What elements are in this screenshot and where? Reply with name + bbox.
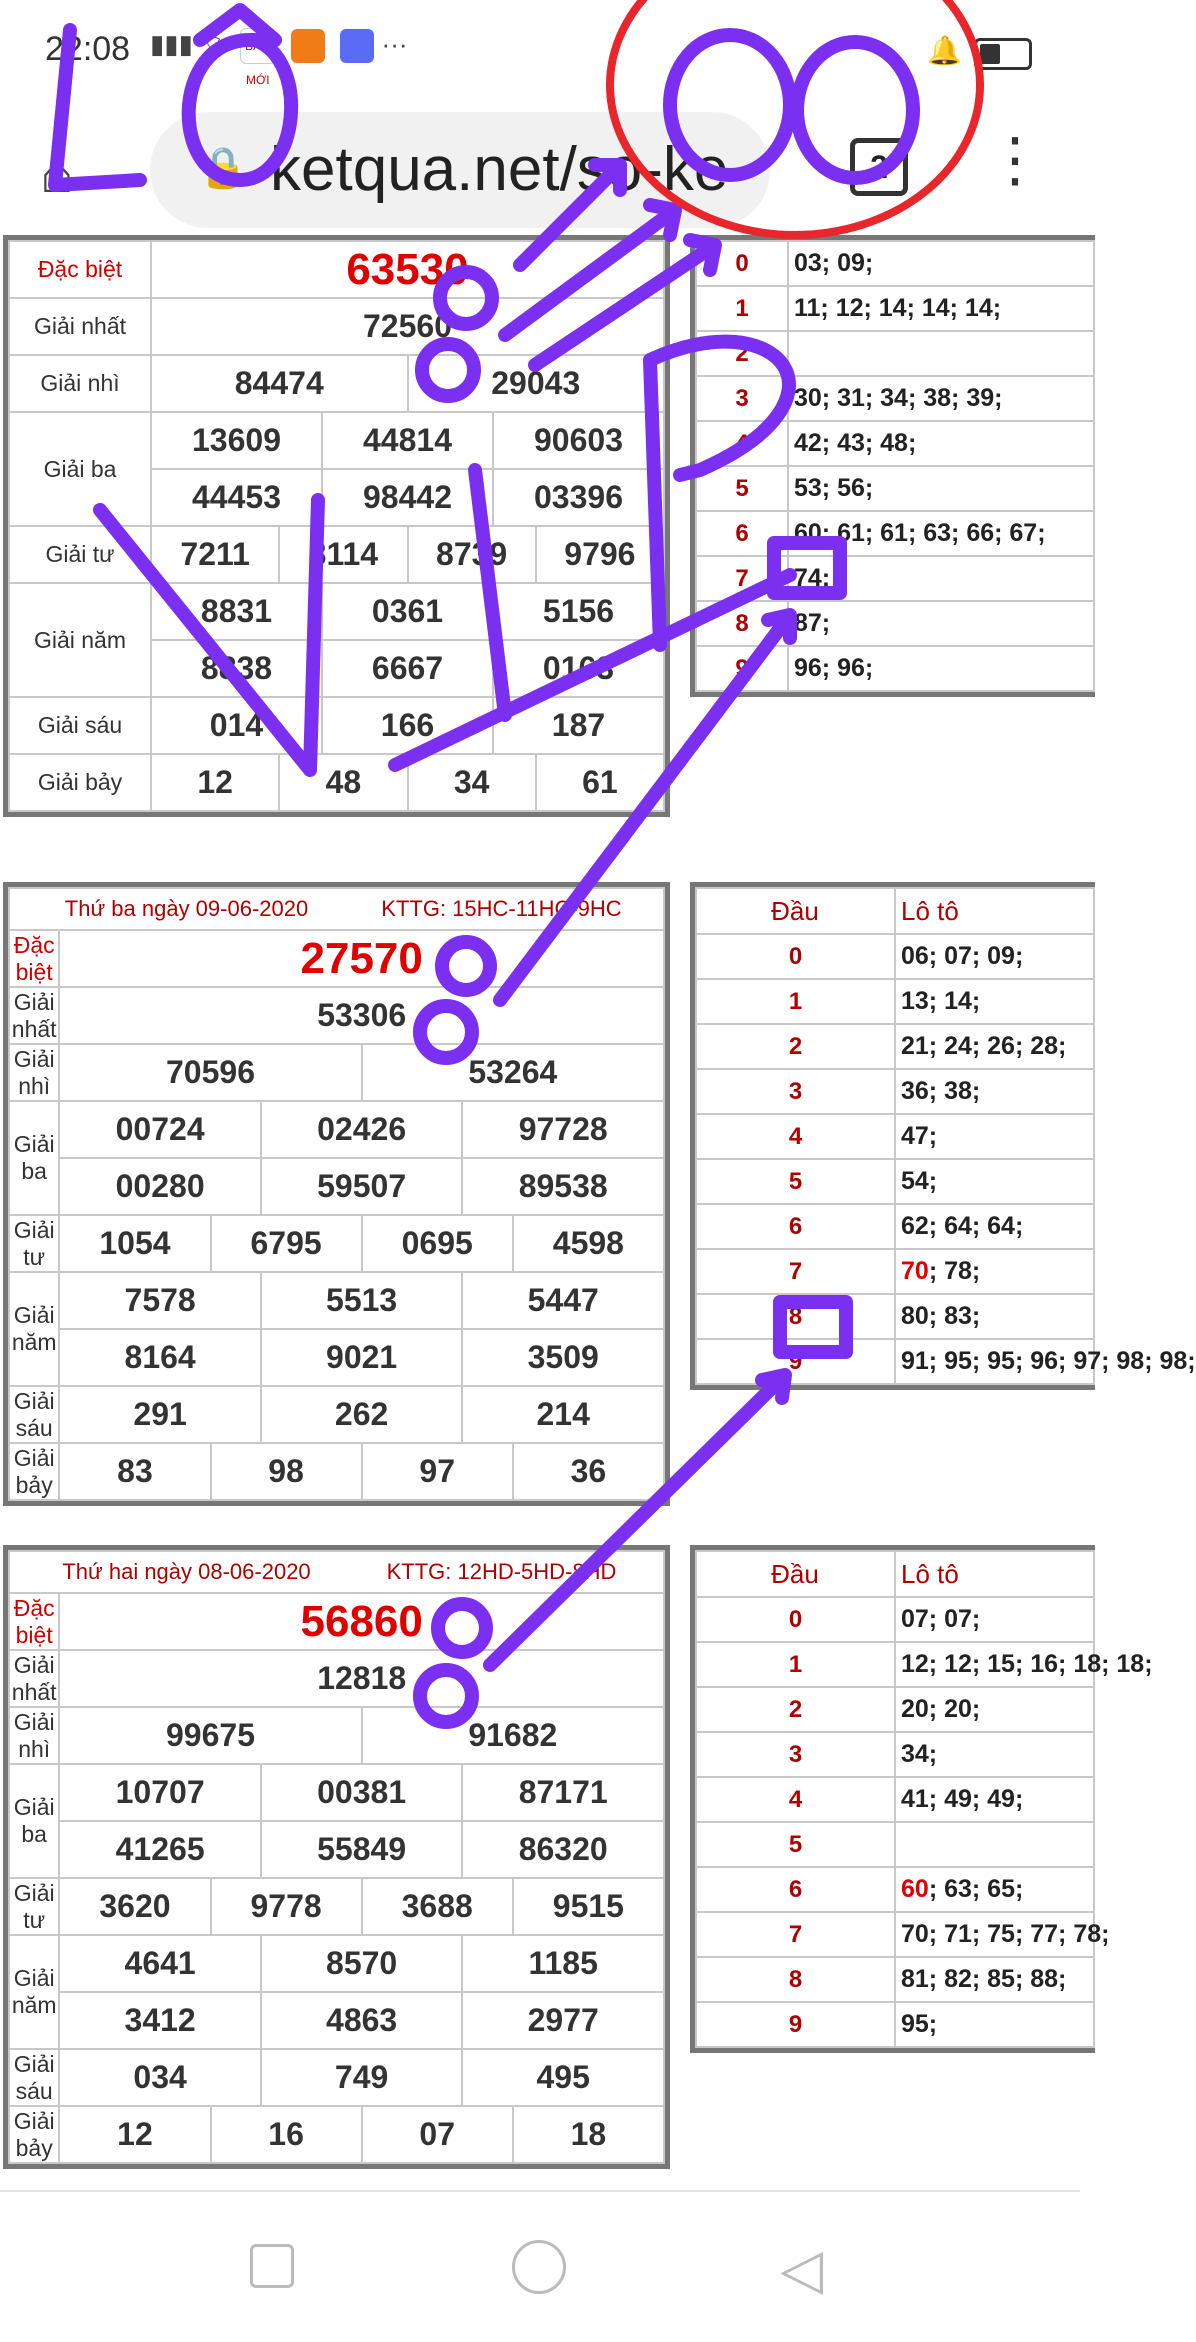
loto-values: 12; 12; 15; 16; 18; 18; xyxy=(895,1642,1094,1687)
loto-row xyxy=(696,646,1094,691)
loto-values: 11; 12; 14; 14; 14; xyxy=(788,286,1094,331)
loto-values xyxy=(895,1822,1094,1867)
loto-values: 54; xyxy=(895,1159,1094,1204)
special-loto: 60 xyxy=(901,1875,929,1903)
head-digit: 6 xyxy=(696,1204,895,1249)
loto-row xyxy=(696,1642,1094,1687)
head-label: Đầu xyxy=(696,1551,895,1597)
head-digit: 1 xyxy=(696,286,788,331)
loto-values: 36; 38; xyxy=(895,1069,1094,1114)
browser-toolbar xyxy=(0,100,1080,245)
loto-row xyxy=(696,601,1094,646)
clock: 22:08 xyxy=(45,30,131,68)
loto-row xyxy=(696,1069,1094,1114)
table-row: Giải ba 00724 02426 97728 xyxy=(9,1101,664,1158)
loto-values: 87; xyxy=(788,601,1094,646)
head-digit: 1 xyxy=(696,979,895,1024)
head-digit: 9 xyxy=(696,1339,895,1384)
loto-values: 62; 64; 64; xyxy=(895,1204,1094,1249)
triangle-back-icon[interactable]: ◁ xyxy=(780,2237,824,2300)
loto-values: 70; 71; 75; 77; 78; xyxy=(895,1912,1094,1957)
loto-row xyxy=(696,241,1094,286)
table-header xyxy=(9,888,664,930)
loto-values: 74; xyxy=(788,556,1094,601)
loto-values: 41; 49; 49; xyxy=(895,1777,1094,1822)
loto-row xyxy=(696,1024,1094,1069)
loto-row xyxy=(696,421,1094,466)
table-row: 44453 98442 03396 xyxy=(9,469,664,526)
address-bar[interactable] xyxy=(150,112,770,228)
tab-switcher-button[interactable]: 2 xyxy=(850,138,908,196)
head-digit: 0 xyxy=(696,1597,895,1642)
head-digit: 8 xyxy=(696,1294,895,1339)
result-table-bot xyxy=(3,1545,670,2169)
loto-header xyxy=(696,888,1094,934)
app-icon xyxy=(291,29,325,63)
square-icon[interactable] xyxy=(250,2244,294,2288)
loto-row xyxy=(696,1159,1094,1204)
loto-row xyxy=(696,1732,1094,1777)
bao-moi-icon: BÁO MỚI xyxy=(240,28,276,64)
head-digit: 5 xyxy=(696,1822,895,1867)
table-row: Giải sáu 034 749 495 xyxy=(9,2049,664,2106)
loto-row xyxy=(696,466,1094,511)
bell-icon: 🔔 xyxy=(927,35,962,66)
loto-values: 53; 56; xyxy=(788,466,1094,511)
loto-values: 06; 07; 09; xyxy=(895,934,1094,979)
special-prize: 63530 xyxy=(151,241,664,298)
head-digit: 0 xyxy=(696,934,895,979)
table-row: Giải nhất 72560 xyxy=(9,298,664,355)
table-row: Giải sáu 014 166 187 xyxy=(9,697,664,754)
table-row: Giải nhất 12818 xyxy=(9,1650,664,1707)
lock-icon: 🔒 xyxy=(198,146,248,190)
android-nav-bar xyxy=(0,2190,1080,2342)
table-row: Đặc biệt 56860 xyxy=(9,1593,664,1650)
table-row: 00280 59507 89538 xyxy=(9,1158,664,1215)
head-digit: 6 xyxy=(696,511,788,556)
head-digit: 4 xyxy=(696,1114,895,1159)
table-row: Giải sáu 291 262 214 xyxy=(9,1386,664,1443)
first-prize: 12818 xyxy=(59,1650,664,1707)
head-digit: 3 xyxy=(696,376,788,421)
signal-icons xyxy=(150,28,408,88)
head-digit: 9 xyxy=(696,646,788,691)
loto-values: 60; 61; 61; 63; 66; 67; xyxy=(788,511,1094,556)
head-digit: 2 xyxy=(696,1024,895,1069)
loto-row xyxy=(696,1204,1094,1249)
loto-row xyxy=(696,1822,1094,1867)
table-row: 8164 9021 3509 xyxy=(9,1329,664,1386)
circle-icon[interactable] xyxy=(512,2240,566,2294)
loto-values: 95; xyxy=(895,2002,1094,2047)
table-row: Giải tư 1054 6795 0695 4598 xyxy=(9,1215,664,1272)
loto-values xyxy=(895,1867,1094,1912)
loto-header xyxy=(696,1551,1094,1597)
loto-values: 80; 83; xyxy=(895,1294,1094,1339)
loto-row xyxy=(696,1294,1094,1339)
loto-row xyxy=(696,1249,1094,1294)
loto-values: 91; 95; 95; 96; 97; 98; 98; xyxy=(895,1339,1094,1384)
head-digit: 2 xyxy=(696,331,788,376)
head-digit: 0 xyxy=(696,241,788,286)
table-row: 8838 6667 0163 xyxy=(9,640,664,697)
table-header xyxy=(9,1551,664,1593)
loto-values: 20; 20; xyxy=(895,1687,1094,1732)
loto-row xyxy=(696,376,1094,421)
head-digit: 7 xyxy=(696,556,788,601)
table-row: Giải năm 4641 8570 1185 xyxy=(9,1935,664,1992)
status-bar xyxy=(0,0,1080,100)
head-digit: 3 xyxy=(696,1732,895,1777)
loto-table-bot xyxy=(690,1545,1153,2053)
url-text[interactable]: ketqua.net/so-ke xyxy=(270,135,729,204)
table-row: Giải nhất 53306 xyxy=(9,987,664,1044)
head-digit: 3 xyxy=(696,1069,895,1114)
head-digit: 2 xyxy=(696,1687,895,1732)
head-digit: 8 xyxy=(696,601,788,646)
head-digit: 6 xyxy=(696,1867,895,1912)
kttg: KTTG: 15HC-11HC-9HC xyxy=(381,896,622,921)
table-row: Giải bảy 12 16 07 18 xyxy=(9,2106,664,2163)
table-row: Giải tư 7211 8114 8739 9796 xyxy=(9,526,664,583)
loto-values: 21; 24; 26; 28; xyxy=(895,1024,1094,1069)
app2-icon xyxy=(340,29,374,63)
table-row: Giải ba 13609 44814 90603 xyxy=(9,412,664,469)
loto-values: 42; 43; 48; xyxy=(788,421,1094,466)
table-row: Giải nhì 84474 29043 xyxy=(9,355,664,412)
page-content xyxy=(0,244,1196,2190)
loto-row xyxy=(696,1777,1094,1822)
signal-icon: ▮▮▮ ⌔ xyxy=(150,29,225,59)
head-label: Đầu xyxy=(696,888,895,934)
table-row: Giải tư 3620 9778 3688 9515 xyxy=(9,1878,664,1935)
loto-table-top xyxy=(690,235,1095,697)
head-digit: 1 xyxy=(696,1642,895,1687)
table-row: Giải bảy 12 48 34 61 xyxy=(9,754,664,811)
loto-row xyxy=(696,1339,1094,1384)
special-loto: 70 xyxy=(901,1257,929,1285)
loto-row xyxy=(696,979,1094,1024)
loto-row xyxy=(696,1597,1094,1642)
draw-date: Thứ ba ngày 09-06-2020 xyxy=(64,896,309,921)
head-digit: 7 xyxy=(696,1249,895,1294)
loto-values xyxy=(788,331,1094,376)
battery-icon xyxy=(974,38,1032,70)
menu-icon[interactable]: ⋮ xyxy=(985,126,1045,193)
loto-values: 96; 96; xyxy=(788,646,1094,691)
table-row: Giải năm 8831 0361 5156 xyxy=(9,583,664,640)
first-prize: 53306 xyxy=(59,987,664,1044)
loto-values xyxy=(895,1249,1094,1294)
loto-values: 30; 31; 34; 38; 39; xyxy=(788,376,1094,421)
special-prize: 27570 xyxy=(59,930,664,987)
loto-row xyxy=(696,286,1094,331)
loto-row xyxy=(696,934,1094,979)
head-digit: 8 xyxy=(696,1957,895,2002)
loto-row xyxy=(696,2002,1094,2047)
table-row: Giải năm 7578 5513 5447 xyxy=(9,1272,664,1329)
loto-rest: ; 78; xyxy=(928,1257,981,1285)
loto-row xyxy=(696,556,1094,601)
first-prize: 72560 xyxy=(151,298,664,355)
table-row: Giải nhì 70596 53264 xyxy=(9,1044,664,1101)
loto-label: Lô tô xyxy=(895,888,1094,934)
table-row: Đặc biệt 63530 xyxy=(9,241,664,298)
table-row: Giải nhì 99675 91682 xyxy=(9,1707,664,1764)
loto-values: 81; 82; 85; 88; xyxy=(895,1957,1094,2002)
loto-table-mid xyxy=(690,882,1196,1390)
loto-row xyxy=(696,511,1094,556)
loto-values: 07; 07; xyxy=(895,1597,1094,1642)
head-digit: 7 xyxy=(696,1912,895,1957)
head-digit: 5 xyxy=(696,1159,895,1204)
head-digit: 9 xyxy=(696,2002,895,2047)
table-row: Giải ba 10707 00381 87171 xyxy=(9,1764,664,1821)
loto-row xyxy=(696,1957,1094,2002)
home-icon[interactable]: ⌂ xyxy=(40,141,74,204)
more-notifications-icon: ··· xyxy=(381,29,408,59)
loto-row xyxy=(696,331,1094,376)
loto-row xyxy=(696,1114,1094,1159)
result-table-mid xyxy=(3,882,670,1506)
draw-date: Thứ hai ngày 08-06-2020 xyxy=(62,1559,311,1584)
loto-row xyxy=(696,1867,1094,1912)
table-row: 3412 4863 2977 xyxy=(9,1992,664,2049)
loto-label: Lô tô xyxy=(895,1551,1094,1597)
special-prize: 56860 xyxy=(59,1593,664,1650)
loto-row xyxy=(696,1912,1094,1957)
loto-values: 03; 09; xyxy=(788,241,1094,286)
kttg: KTTG: 12HD-5HD-8HD xyxy=(386,1559,617,1584)
loto-row xyxy=(696,1687,1094,1732)
loto-values: 13; 14; xyxy=(895,979,1094,1024)
head-digit: 4 xyxy=(696,1777,895,1822)
loto-values: 34; xyxy=(895,1732,1094,1777)
head-digit: 4 xyxy=(696,421,788,466)
head-digit: 5 xyxy=(696,466,788,511)
table-row: Đặc biệt 27570 xyxy=(9,930,664,987)
loto-rest: ; 63; 65; xyxy=(928,1875,1024,1903)
table-row: 41265 55849 86320 xyxy=(9,1821,664,1878)
result-table-top xyxy=(3,235,670,817)
table-row: Giải bảy 83 98 97 36 xyxy=(9,1443,664,1500)
loto-values: 47; xyxy=(895,1114,1094,1159)
